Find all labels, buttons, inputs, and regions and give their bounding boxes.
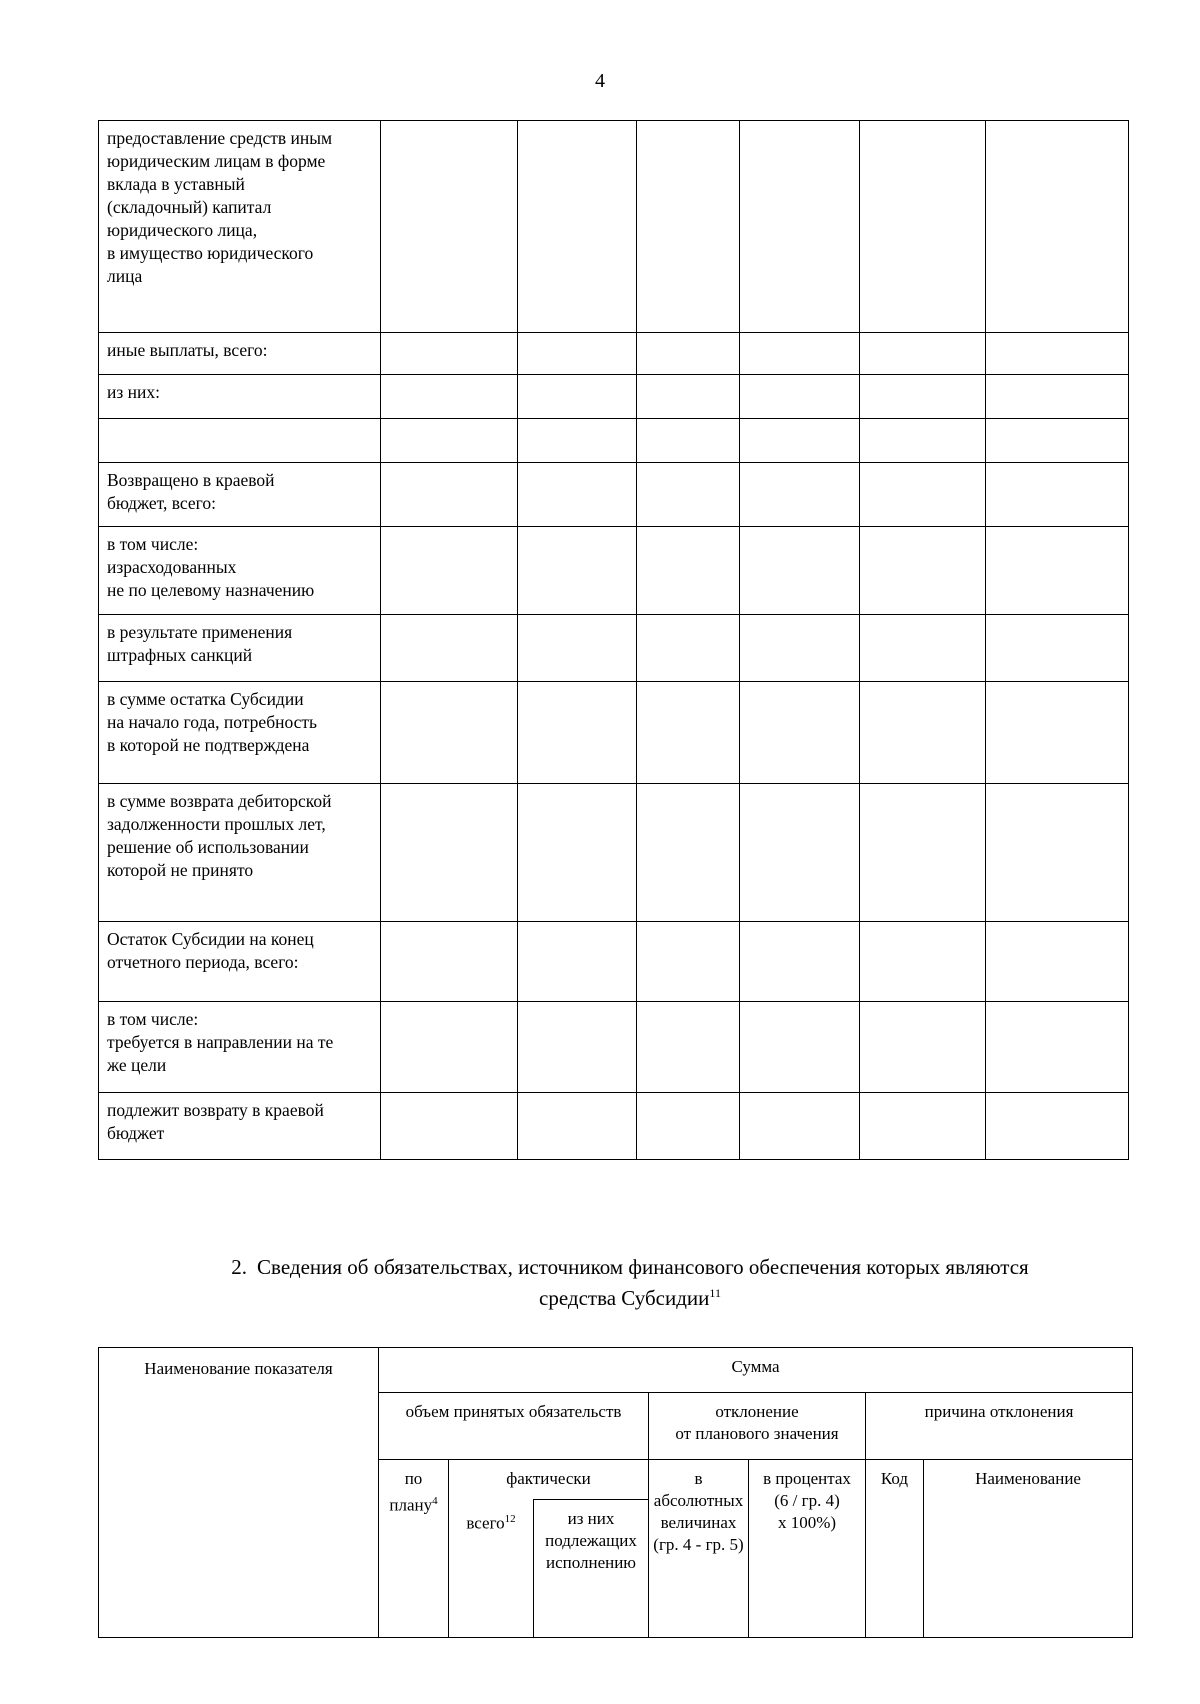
value-cell [637,375,740,419]
value-cell [518,333,637,375]
value-cell [637,682,740,784]
section-2-heading [140,1254,1120,1311]
table-row [99,527,1129,615]
value-cell [740,784,860,922]
header-name: Наименование [924,1460,1133,1638]
value-cell [518,121,637,333]
value-cell [381,1002,518,1093]
value-cell [860,1002,986,1093]
value-cell [637,615,740,682]
value-cell [740,922,860,1002]
value-cell [860,121,986,333]
value-cell [740,1093,860,1160]
value-cell [381,333,518,375]
value-cell [518,419,637,463]
value-cell [860,419,986,463]
percent-line2: (6 / гр. 4) [774,1491,840,1510]
header-deviation [649,1393,866,1460]
value-cell [518,922,637,1002]
deviation-line2: от планового значения [675,1424,839,1443]
page-number: 4 [595,70,605,92]
table-row [99,682,1129,784]
table-row [99,333,1129,375]
header-deviation-reason: причина отклонения [866,1393,1133,1460]
table-row [99,463,1129,527]
value-cell [740,1002,860,1093]
value-cell [637,784,740,922]
value-cell [740,682,860,784]
value-cell [740,463,860,527]
value-cell [860,682,986,784]
value-cell [986,1093,1129,1160]
value-cell [637,121,740,333]
section-title-line2: средства Субсидии [539,1286,710,1310]
footnote-marker: 11 [709,1286,721,1300]
value-cell [637,1093,740,1160]
value-cell [637,419,740,463]
by-plan-label: по плану [389,1469,433,1515]
value-cell [986,784,1129,922]
obligations-table [98,1347,1133,1638]
value-cell [381,784,518,922]
value-cell [860,527,986,615]
value-cell [740,375,860,419]
value-cell [986,375,1129,419]
value-cell [381,419,518,463]
total-label: всего [466,1513,505,1533]
value-cell [986,419,1129,463]
row-label: иные выплаты, всего: [99,333,381,375]
value-cell [518,1002,637,1093]
value-cell [860,615,986,682]
row-label: в сумме остатка Субсидии на начало года, потребность в которой не подтверждена [99,682,381,784]
value-cell [518,615,637,682]
row-label: в том числе: требуется в направлении на те же цели [99,1002,381,1093]
row-label: из них: [99,375,381,419]
value-cell [518,784,637,922]
header-obligations-volume: объем принятых обязательств [379,1393,649,1460]
value-cell [381,527,518,615]
header-actually: фактически [449,1460,649,1500]
value-cell [381,1093,518,1160]
value-cell [381,922,518,1002]
header-absolute: в абсолютных величинах (гр. 4 - гр. 5) [649,1460,749,1638]
by-plan-footnote: 4 [432,1495,438,1507]
value-cell [740,527,860,615]
value-cell [860,333,986,375]
header-code: Код [866,1460,924,1638]
value-cell [637,333,740,375]
table-row [99,419,1129,463]
value-cell [740,333,860,375]
row-label: подлежит возврату в краевой бюджет [99,1093,381,1160]
table-row [99,1002,1129,1093]
value-cell [518,463,637,527]
total-footnote: 12 [504,1512,516,1525]
value-cell [740,615,860,682]
row-label: в сумме возврата дебиторской задолженности прошлых лет, решение об использовании которой не принято [99,784,381,922]
header-percent [749,1460,866,1638]
table-row [99,615,1129,682]
value-cell [860,922,986,1002]
table-row [99,922,1129,1002]
header-subject-to-execution: из них подлежащих исполнению [534,1500,649,1638]
table-row [99,784,1129,922]
row-label: Возвращено в краевой бюджет, всего: [99,463,381,527]
section-number: 2. [231,1255,248,1279]
value-cell [518,682,637,784]
row-label [99,419,381,463]
value-cell [637,527,740,615]
value-cell [986,333,1129,375]
table-row [99,375,1129,419]
value-cell [740,419,860,463]
value-cell [518,1093,637,1160]
header-indicator-name: Наименование показателя [99,1348,379,1638]
value-cell [860,375,986,419]
header-by-plan [379,1460,449,1638]
value-cell [986,615,1129,682]
value-cell [637,922,740,1002]
table-row [99,1093,1129,1160]
value-cell [986,1002,1129,1093]
deviation-line1: отклонение [715,1402,799,1421]
header-total [449,1500,534,1638]
value-cell [986,527,1129,615]
table-row [99,121,1129,333]
value-cell [381,682,518,784]
value-cell [381,121,518,333]
value-cell [986,463,1129,527]
value-cell [860,784,986,922]
value-cell [381,615,518,682]
percent-line1: в процентах [763,1469,851,1488]
header-sum: Сумма [379,1348,1133,1393]
value-cell [860,1093,986,1160]
value-cell [860,463,986,527]
value-cell [986,922,1129,1002]
row-label: предоставление средств иным юридическим лицам в форме вклада в уставный (складочный) капитал юридического лица, в имущество юридического лица [99,121,381,333]
value-cell [637,463,740,527]
row-label: в результате применения штрафных санкций [99,615,381,682]
value-cell [381,375,518,419]
value-cell [986,121,1129,333]
value-cell [986,682,1129,784]
section-title-line1: Сведения об обязательствах, источником финансового обеспечения которых являются [257,1255,1029,1279]
value-cell [381,463,518,527]
value-cell [518,375,637,419]
value-cell [637,1002,740,1093]
value-cell [740,121,860,333]
percent-line3: х 100%) [777,1513,837,1532]
value-cell [518,527,637,615]
row-label: в том числе: израсходованных не по целевому назначению [99,527,381,615]
row-label: Остаток Субсидии на конец отчетного периода, всего: [99,922,381,1002]
report-table [98,120,1129,1160]
